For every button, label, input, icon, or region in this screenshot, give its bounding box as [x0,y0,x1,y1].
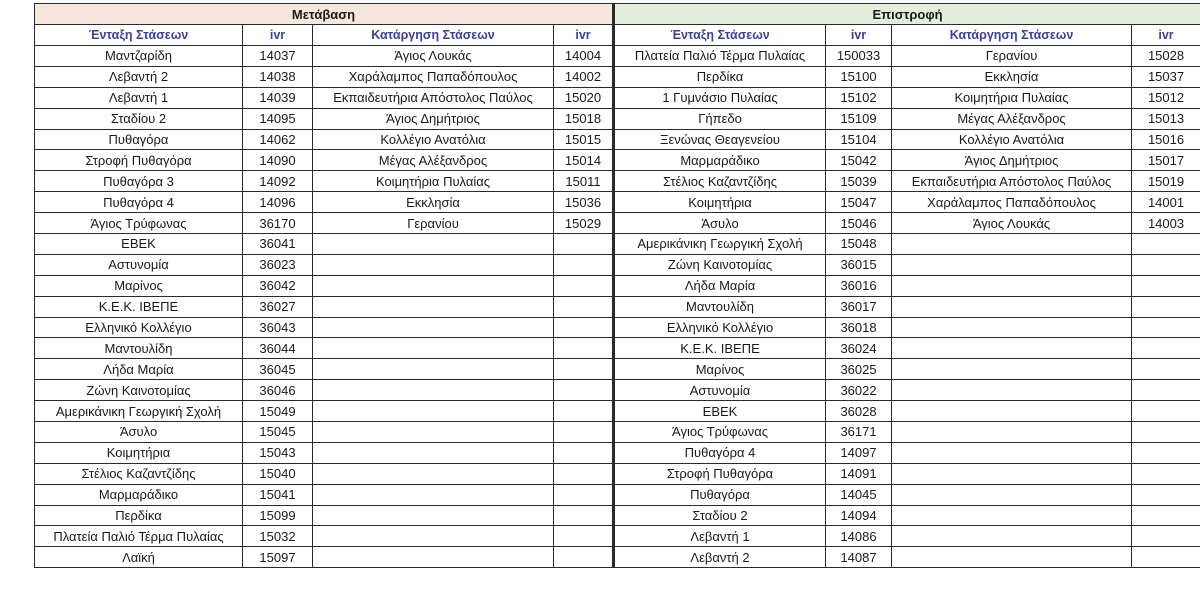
go-add-stop-cell: Ζώνη Καινοτομίας [35,380,243,401]
go-add-ivr-cell: 14037 [243,46,313,67]
go-add-ivr-cell: 36041 [243,234,313,255]
go-remove-ivr-cell [554,484,614,505]
go-remove-stop-cell [313,254,554,275]
go-add-stop-cell: Άσυλο [35,422,243,443]
go-remove-ivr-cell [554,275,614,296]
back-remove-ivr-cell [1132,526,1200,547]
back-remove-stop-cell: Άγιος Δημήτριος [892,150,1132,171]
go-remove-stop-cell [313,547,554,568]
back-add-stop-cell: Ζώνη Καινοτομίας [614,254,826,275]
back-remove-stop-cell: Χαράλαμπος Παπαδόπουλος [892,192,1132,213]
back-add-stop-cell: Σταδίου 2 [614,505,826,526]
back-remove-stop-cell: Εκκλησία [892,66,1132,87]
go-add-ivr-cell: 36044 [243,338,313,359]
back-add-stop-cell: Άσυλο [614,213,826,234]
back-remove-ivr-cell [1132,505,1200,526]
back-add-ivr-cell: 14087 [826,547,892,568]
back-add-ivr-cell: 36018 [826,317,892,338]
back-add-ivr-cell: 15109 [826,108,892,129]
section-back-title: Επιστροφή [614,4,1200,25]
go-remove-stop-cell: Άγιος Δημήτριος [313,108,554,129]
go-remove-stop-cell: Χαράλαμπος Παπαδόπουλος [313,66,554,87]
header-go-add: Ένταξη Στάσεων [35,25,243,46]
go-add-ivr-cell: 14096 [243,192,313,213]
back-add-stop-cell: 1 Γυμνάσιο Πυλαίας [614,87,826,108]
table-row [35,547,1200,568]
table-row [35,234,1200,255]
go-add-ivr-cell: 36045 [243,359,313,380]
go-remove-ivr-cell: 15036 [554,192,614,213]
go-remove-stop-cell [313,338,554,359]
back-remove-ivr-cell: 15037 [1132,66,1200,87]
back-remove-stop-cell [892,422,1132,443]
back-remove-stop-cell [892,505,1132,526]
back-add-stop-cell: Λεβαντή 1 [614,526,826,547]
back-remove-ivr-cell [1132,380,1200,401]
go-add-stop-cell: Λήδα Μαρία [35,359,243,380]
back-remove-stop-cell [892,484,1132,505]
back-add-ivr-cell: 15048 [826,234,892,255]
back-remove-ivr-cell [1132,484,1200,505]
back-remove-stop-cell: Γερανίου [892,46,1132,67]
back-add-ivr-cell: 15102 [826,87,892,108]
go-remove-stop-cell [313,484,554,505]
go-remove-stop-cell: Μέγας Αλέξανδρος [313,150,554,171]
go-add-stop-cell: Στέλιος Καζαντζίδης [35,463,243,484]
go-remove-stop-cell: Κολλέγιο Ανατόλια [313,129,554,150]
back-remove-ivr-cell [1132,359,1200,380]
back-remove-stop-cell: Άγιος Λουκάς [892,213,1132,234]
go-add-stop-cell: Στροφή Πυθαγόρα [35,150,243,171]
back-remove-ivr-cell [1132,317,1200,338]
go-remove-ivr-cell [554,317,614,338]
table-body [35,46,1200,568]
back-remove-ivr-cell [1132,338,1200,359]
back-add-ivr-cell: 36024 [826,338,892,359]
back-remove-ivr-cell [1132,296,1200,317]
go-remove-stop-cell: Εκπαιδευτήρια Απόστολος Παύλος [313,87,554,108]
table-row [35,442,1200,463]
table-row [35,87,1200,108]
back-add-ivr-cell: 36025 [826,359,892,380]
back-add-stop-cell: Μαρίνος [614,359,826,380]
back-add-ivr-cell: 36017 [826,296,892,317]
go-add-ivr-cell: 15097 [243,547,313,568]
go-add-ivr-cell: 14038 [243,66,313,87]
table-row [35,129,1200,150]
go-add-stop-cell: Κοιμητήρια [35,442,243,463]
go-add-stop-cell: Μαρίνος [35,275,243,296]
go-add-stop-cell: Περδίκα [35,505,243,526]
back-add-stop-cell: Μαρμαράδικο [614,150,826,171]
back-remove-ivr-cell [1132,463,1200,484]
back-add-stop-cell: Αστυνομία [614,380,826,401]
go-remove-ivr-cell: 15018 [554,108,614,129]
back-add-ivr-cell: 36171 [826,422,892,443]
back-add-ivr-cell: 15104 [826,129,892,150]
go-add-ivr-cell: 15045 [243,422,313,443]
go-add-ivr-cell: 36043 [243,317,313,338]
go-remove-ivr-cell [554,422,614,443]
go-remove-ivr-cell: 14002 [554,66,614,87]
go-remove-ivr-cell: 14004 [554,46,614,67]
go-add-ivr-cell: 14090 [243,150,313,171]
back-remove-stop-cell [892,547,1132,568]
go-add-stop-cell: Λεβαντή 2 [35,66,243,87]
back-add-ivr-cell: 15047 [826,192,892,213]
go-remove-ivr-cell: 15020 [554,87,614,108]
table-row [35,66,1200,87]
back-remove-ivr-cell [1132,234,1200,255]
table-row [35,296,1200,317]
go-remove-ivr-cell: 15014 [554,150,614,171]
go-remove-stop-cell [313,296,554,317]
go-add-stop-cell: Πυθαγόρα 3 [35,171,243,192]
stops-table [34,3,1200,568]
go-remove-ivr-cell [554,234,614,255]
go-remove-ivr-cell [554,505,614,526]
back-remove-stop-cell [892,401,1132,422]
back-remove-ivr-cell: 15017 [1132,150,1200,171]
go-add-ivr-cell: 15099 [243,505,313,526]
go-add-stop-cell: Ελληνικό Κολλέγιο [35,317,243,338]
go-remove-ivr-cell [554,401,614,422]
back-remove-stop-cell [892,275,1132,296]
go-remove-ivr-cell [554,296,614,317]
back-remove-ivr-cell: 15019 [1132,171,1200,192]
table-row [35,317,1200,338]
go-remove-stop-cell [313,234,554,255]
go-remove-stop-cell: Άγιος Λουκάς [313,46,554,67]
stops-sheet [34,3,1200,568]
back-remove-stop-cell [892,359,1132,380]
go-remove-ivr-cell: 15011 [554,171,614,192]
go-add-stop-cell: Σταδίου 2 [35,108,243,129]
go-add-ivr-cell: 15043 [243,442,313,463]
back-add-stop-cell: Πυθαγόρα 4 [614,442,826,463]
go-remove-stop-cell [313,401,554,422]
go-add-stop-cell: Μαντουλίδη [35,338,243,359]
go-remove-stop-cell [313,317,554,338]
back-remove-ivr-cell: 15012 [1132,87,1200,108]
back-remove-stop-cell: Μέγας Αλέξανδρος [892,108,1132,129]
back-remove-stop-cell [892,296,1132,317]
go-remove-ivr-cell [554,547,614,568]
back-add-ivr-cell: 36028 [826,401,892,422]
back-add-ivr-cell: 14086 [826,526,892,547]
back-remove-stop-cell [892,338,1132,359]
go-add-stop-cell: Αστυνομία [35,254,243,275]
go-remove-stop-cell [313,275,554,296]
table-row [35,463,1200,484]
go-add-ivr-cell: 36027 [243,296,313,317]
back-remove-ivr-cell [1132,422,1200,443]
section-go-title: Μετάβαση [35,4,614,25]
back-remove-ivr-cell [1132,254,1200,275]
go-remove-ivr-cell [554,380,614,401]
back-add-stop-cell: Πλατεία Παλιό Τέρμα Πυλαίας [614,46,826,67]
back-add-stop-cell: Κοιμητήρια [614,192,826,213]
back-add-stop-cell: Λήδα Μαρία [614,275,826,296]
table-row [35,484,1200,505]
go-add-ivr-cell: 14092 [243,171,313,192]
table-row [35,108,1200,129]
back-remove-stop-cell: Κολλέγιο Ανατόλια [892,129,1132,150]
back-remove-ivr-cell [1132,275,1200,296]
header-go-remove: Κατάργηση Στάσεων [313,25,554,46]
go-remove-stop-cell [313,442,554,463]
back-remove-stop-cell: Εκπαιδευτήρια Απόστολος Παύλος [892,171,1132,192]
go-remove-ivr-cell [554,359,614,380]
go-add-ivr-cell: 36023 [243,254,313,275]
go-add-ivr-cell: 14062 [243,129,313,150]
header-back-remove-ivr: ivr [1132,25,1200,46]
header-back-add: Ένταξη Στάσεων [614,25,826,46]
header-back-remove: Κατάργηση Στάσεων [892,25,1132,46]
go-add-ivr-cell: 15040 [243,463,313,484]
go-add-stop-cell: Μαντζαρίδη [35,46,243,67]
go-remove-ivr-cell [554,338,614,359]
back-add-ivr-cell: 36016 [826,275,892,296]
back-add-ivr-cell: 14094 [826,505,892,526]
go-add-stop-cell: Αμερικάνικη Γεωργική Σχολή [35,401,243,422]
go-add-ivr-cell: 36042 [243,275,313,296]
table-row [35,401,1200,422]
go-remove-stop-cell [313,526,554,547]
back-add-stop-cell: Γήπεδο [614,108,826,129]
back-add-ivr-cell: 15100 [826,66,892,87]
go-add-stop-cell: Λαϊκή [35,547,243,568]
back-remove-ivr-cell: 15028 [1132,46,1200,67]
go-remove-stop-cell [313,505,554,526]
back-remove-stop-cell [892,317,1132,338]
back-add-ivr-cell: 14097 [826,442,892,463]
back-remove-ivr-cell [1132,442,1200,463]
back-add-stop-cell: Πυθαγόρα [614,484,826,505]
back-add-ivr-cell: 36022 [826,380,892,401]
go-add-stop-cell: Πυθαγόρα [35,129,243,150]
go-add-stop-cell: Πυθαγόρα 4 [35,192,243,213]
go-remove-ivr-cell [554,463,614,484]
back-add-stop-cell: Περδίκα [614,66,826,87]
back-add-ivr-cell: 14091 [826,463,892,484]
header-go-remove-ivr: ivr [554,25,614,46]
back-add-stop-cell: Λεβαντή 2 [614,547,826,568]
back-add-stop-cell: Αμερικάνικη Γεωργική Σχολή [614,234,826,255]
back-remove-ivr-cell: 15016 [1132,129,1200,150]
go-add-stop-cell: Άγιος Τρύφωνας [35,213,243,234]
back-remove-ivr-cell: 15013 [1132,108,1200,129]
go-add-ivr-cell: 14039 [243,87,313,108]
go-remove-ivr-cell: 15015 [554,129,614,150]
back-add-stop-cell: Άγιος Τρύφωνας [614,422,826,443]
go-add-ivr-cell: 15049 [243,401,313,422]
back-add-ivr-cell: 15046 [826,213,892,234]
back-remove-ivr-cell: 14001 [1132,192,1200,213]
back-add-ivr-cell: 150033 [826,46,892,67]
back-add-ivr-cell: 15042 [826,150,892,171]
table-row [35,171,1200,192]
go-remove-stop-cell: Κοιμητήρια Πυλαίας [313,171,554,192]
go-remove-stop-cell [313,380,554,401]
table-row [35,150,1200,171]
back-add-ivr-cell: 36015 [826,254,892,275]
go-remove-stop-cell: Εκκλησία [313,192,554,213]
go-remove-ivr-cell: 15029 [554,213,614,234]
back-remove-ivr-cell: 14003 [1132,213,1200,234]
go-remove-ivr-cell [554,442,614,463]
back-remove-stop-cell [892,380,1132,401]
back-add-stop-cell: Στροφή Πυθαγόρα [614,463,826,484]
back-remove-stop-cell [892,442,1132,463]
go-add-stop-cell: Κ.Ε.Κ. ΙΒΕΠΕ [35,296,243,317]
go-add-ivr-cell: 36170 [243,213,313,234]
back-remove-stop-cell [892,254,1132,275]
back-remove-ivr-cell [1132,401,1200,422]
back-add-stop-cell: Ξενώνας Θεαγενείου [614,129,826,150]
go-add-stop-cell: Πλατεία Παλιό Τέρμα Πυλαίας [35,526,243,547]
go-add-stop-cell: Λεβαντή 1 [35,87,243,108]
back-remove-stop-cell [892,526,1132,547]
back-remove-ivr-cell [1132,547,1200,568]
go-add-stop-cell: Μαρμαράδικο [35,484,243,505]
go-add-ivr-cell: 15032 [243,526,313,547]
go-add-ivr-cell: 36046 [243,380,313,401]
go-remove-stop-cell: Γερανίου [313,213,554,234]
back-add-stop-cell: Κ.Ε.Κ. ΙΒΕΠΕ [614,338,826,359]
header-go-add-ivr: ivr [243,25,313,46]
go-remove-ivr-cell [554,526,614,547]
back-remove-stop-cell: Κοιμητήρια Πυλαίας [892,87,1132,108]
table-row [35,46,1200,67]
back-add-stop-cell: ΕΒΕΚ [614,401,826,422]
table-row [35,338,1200,359]
back-remove-stop-cell [892,463,1132,484]
back-add-stop-cell: Στέλιος Καζαντζίδης [614,171,826,192]
go-remove-ivr-cell [554,254,614,275]
go-add-ivr-cell: 15041 [243,484,313,505]
back-remove-stop-cell [892,234,1132,255]
table-row [35,380,1200,401]
back-add-ivr-cell: 15039 [826,171,892,192]
go-add-stop-cell: ΕΒΕΚ [35,234,243,255]
go-add-ivr-cell: 14095 [243,108,313,129]
go-remove-stop-cell [313,422,554,443]
table-row [35,254,1200,275]
table-row [35,505,1200,526]
back-add-ivr-cell: 14045 [826,484,892,505]
header-back-add-ivr: ivr [826,25,892,46]
table-row [35,422,1200,443]
table-row [35,192,1200,213]
table-row [35,359,1200,380]
back-add-stop-cell: Ελληνικό Κολλέγιο [614,317,826,338]
table-row [35,526,1200,547]
back-add-stop-cell: Μαντουλίδη [614,296,826,317]
go-remove-stop-cell [313,463,554,484]
table-row [35,275,1200,296]
go-remove-stop-cell [313,359,554,380]
table-row [35,213,1200,234]
